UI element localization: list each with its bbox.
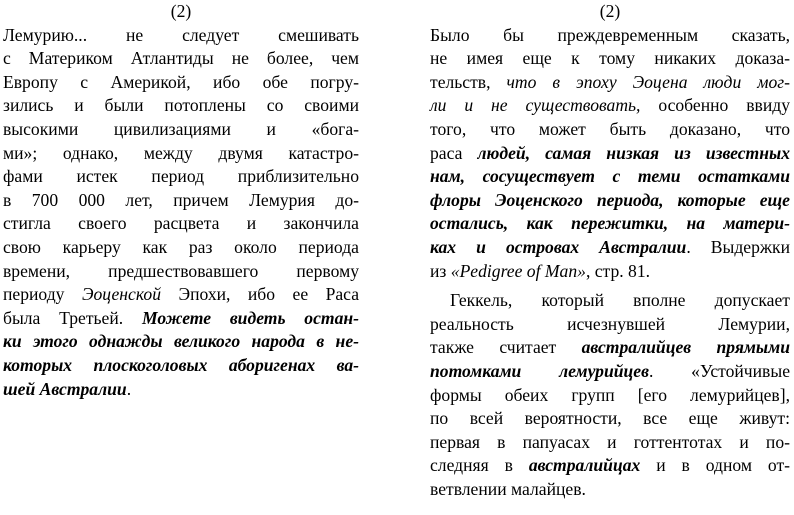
bold-italic-run: Можете видеть остан- — [141, 307, 359, 328]
text-line — [430, 260, 790, 284]
text-line — [430, 142, 790, 166]
text-line — [430, 407, 790, 431]
bold-italic-run: которых плоскоголовых аборигенах ва- — [3, 354, 359, 375]
text-run: формы обеих групп [его лемурийцев], — [430, 384, 790, 405]
text-run: по всей вероятности, все еще живут: — [430, 408, 790, 429]
text-line — [3, 307, 359, 331]
bold-italic-run: потомками лемурийцев — [430, 360, 649, 381]
text-line — [3, 94, 359, 118]
text-run: высокими цивилизациями и «бога- — [3, 118, 359, 139]
text-run: , стр. 81. — [585, 260, 651, 281]
text-run: ветвлении малайцев. — [430, 478, 586, 499]
text-run: с Материком Атлантиды не более, чем — [3, 48, 359, 69]
text-line — [3, 142, 359, 166]
text-line — [430, 236, 790, 260]
bold-italic-run: флоры Эоценского периода, которые еще — [430, 189, 790, 210]
text-line — [430, 454, 790, 478]
text-run: того, что может быть доказано, что — [430, 118, 790, 139]
text-line — [3, 283, 359, 307]
text-line — [3, 71, 359, 95]
text-run: Европу с Америкой, ибо обе погру- — [3, 71, 359, 92]
right-column-paragraph-1 — [430, 24, 790, 284]
text-run: свою карьеру как раз около периода — [3, 236, 359, 257]
text-line — [430, 189, 790, 213]
text-line — [430, 478, 790, 502]
text-run: реальность исчезнувшей Лемурии, — [430, 313, 790, 334]
text-run: периоду — [3, 284, 82, 305]
italic-run: Эоценской — [81, 284, 161, 305]
text-line — [3, 24, 359, 48]
text-run: из — [430, 260, 451, 281]
text-line — [3, 354, 359, 378]
bold-italic-run: нам, сосуществует с теми остатками — [430, 166, 790, 187]
text-line — [430, 336, 790, 360]
italic-run: «Pedigree of Man» — [450, 260, 586, 281]
text-line — [3, 236, 359, 260]
bold-italic-run: шей Австралии — [3, 378, 127, 399]
text-line — [430, 118, 790, 142]
right-column-paragraph-2 — [430, 289, 790, 501]
right-column — [430, 0, 790, 501]
text-run: и в одном от- — [640, 455, 790, 476]
text-line — [430, 165, 790, 189]
text-run: тельств, — [430, 71, 507, 92]
bold-italic-run: австралийцах — [528, 455, 641, 476]
text-run: . «Устойчивые — [648, 360, 790, 381]
text-run: зились и были потоплены со своими — [3, 95, 359, 116]
bold-italic-run: ки этого однажды великого народа в не- — [3, 331, 359, 352]
text-run: . — [126, 378, 132, 399]
italic-run: что в эпоху Эоцена люди мог- — [506, 71, 790, 92]
text-run: была Третьей. — [3, 307, 142, 328]
text-run: ми»; однако, между двумя катастро- — [3, 142, 359, 163]
text-run: особенно ввиду — [640, 95, 791, 116]
text-line — [3, 212, 359, 236]
text-line — [3, 47, 359, 71]
bold-italic-run: австралийцев прямыми — [581, 337, 790, 358]
text-line — [430, 47, 790, 71]
text-run: первая в папуасах и готтентотах и по- — [430, 431, 790, 452]
text-run: Было бы преждевременным сказать, — [430, 24, 790, 45]
text-run: времени, предшествовавшего первому — [3, 260, 359, 281]
text-line — [430, 71, 790, 95]
text-line — [3, 118, 359, 142]
text-line — [430, 360, 790, 384]
text-line — [3, 260, 359, 284]
text-run: раса — [430, 142, 478, 163]
text-run: следняя в — [430, 455, 529, 476]
text-line — [430, 289, 790, 313]
text-line — [430, 212, 790, 236]
text-run: фами истек период приблизительно — [3, 166, 359, 187]
text-run: в 700 000 лет, причем Лемурия до- — [3, 189, 359, 210]
text-line — [430, 384, 790, 408]
text-line — [3, 330, 359, 354]
text-run: . Выдержки — [686, 236, 791, 257]
text-run: не имея еще к тому никаких доказа- — [430, 48, 790, 69]
left-column-text — [3, 24, 359, 402]
text-run: стигла своего расцвета и закончила — [3, 213, 359, 234]
text-line — [430, 313, 790, 337]
text-line — [430, 94, 790, 118]
left-column-number: (2) — [170, 1, 192, 21]
text-line — [430, 24, 790, 48]
bold-italic-run: ках и островах Австралии — [430, 236, 687, 257]
text-line — [3, 189, 359, 213]
text-run: Лемурию... не следует смешивать — [3, 24, 359, 45]
text-line — [3, 378, 359, 402]
left-column — [3, 0, 359, 401]
bold-italic-run: людей, самая низкая из известных — [477, 142, 790, 163]
text-line — [3, 165, 359, 189]
text-run: Геккель, который вполне допускает — [450, 290, 790, 311]
right-column-number: (2) — [599, 1, 621, 21]
bold-italic-run: остались, как пережитки, на матери- — [430, 213, 790, 234]
text-line — [430, 431, 790, 455]
italic-run: ли и не существовать, — [430, 95, 641, 116]
text-run: также считает — [430, 337, 582, 358]
text-run: Эпохи, ибо ее Раса — [161, 284, 360, 305]
